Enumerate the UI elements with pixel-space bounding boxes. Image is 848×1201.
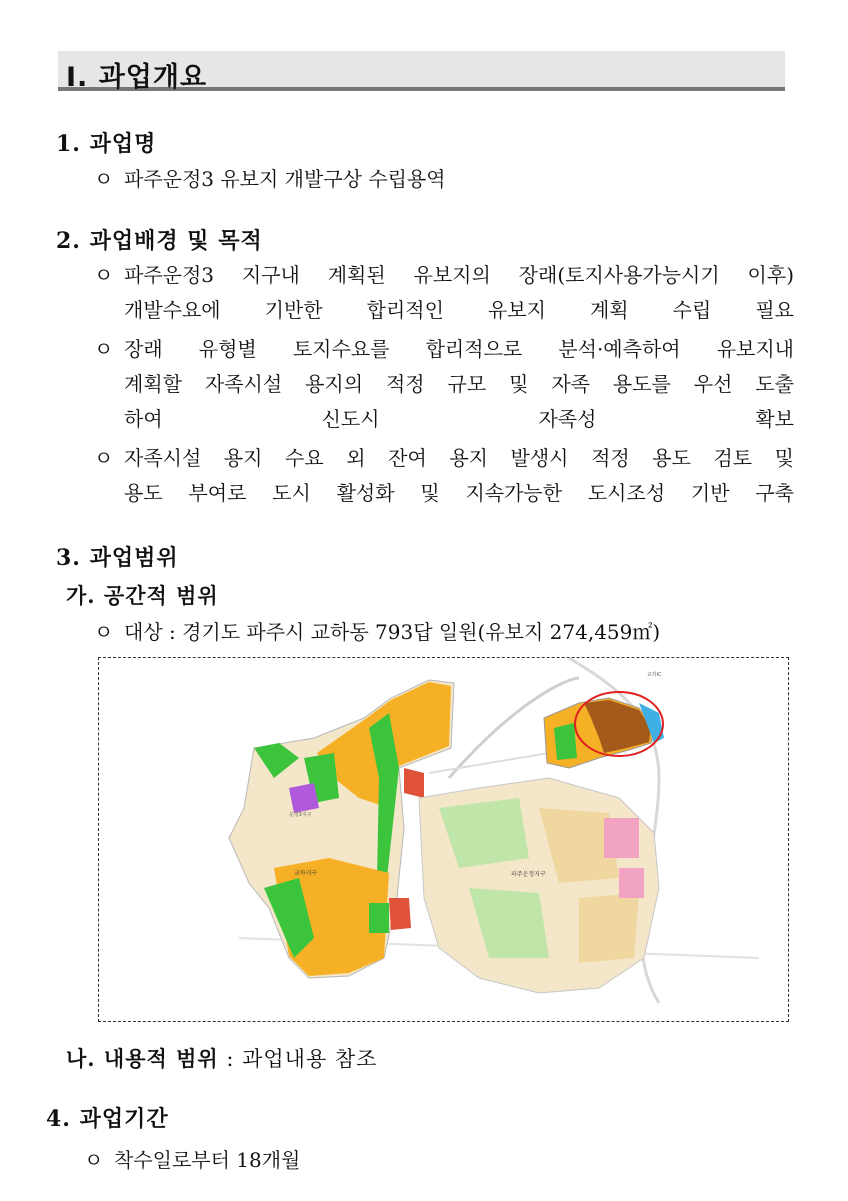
- map-label-place-small: 운정3지구: [289, 812, 312, 818]
- map-label-corner: 교하IC: [647, 672, 662, 678]
- bullet-icon: ㅇ: [94, 263, 114, 287]
- list-item: ㅇ 착수일로부터 18개월: [84, 1143, 784, 1178]
- list-item: ㅇ 대상 : 경기도 파주시 교하동 793답 일원(유보지 274,459㎡): [94, 615, 794, 650]
- site-map: [99, 658, 788, 1021]
- section-2-heading: 2. 과업배경 및 목적: [56, 228, 263, 254]
- chapter-title-bar: [58, 51, 785, 91]
- list-item: ㅇ 자족시설 용지 수요 외 잔여 용지 발생시 적정 용도 검토 및 용도 부여로 도시 활성화 및 지속가능한 도시조성 기반 구축: [94, 441, 794, 511]
- list-item: ㅇ 파주운정3 유보지 개발구상 수립용역: [94, 162, 794, 197]
- chapter-title: Ⅰ. 과업개요: [66, 62, 208, 93]
- bullet-icon: ㅇ: [94, 337, 114, 361]
- section-1-heading: 1. 과업명: [56, 131, 157, 157]
- list-item: ㅇ 파주운정3 지구내 계획된 유보지의 장래(토지사용가능시기 이후) 개발수요에 기반한 합리적인 유보지 계획 수립 필요: [94, 258, 794, 328]
- subsection-a-heading: 가. 공간적 범위: [66, 583, 219, 608]
- map-label-district-left: 교하지구: [294, 870, 318, 877]
- map-label-district-right: 파주운정지구: [511, 871, 546, 878]
- section-3-heading: 3. 과업범위: [56, 545, 179, 571]
- bullet-icon: ㅇ: [94, 446, 114, 470]
- bullet-icon: ㅇ: [94, 167, 114, 191]
- bullet-icon: ㅇ: [94, 620, 114, 644]
- section-4-heading: 4. 과업기간: [46, 1106, 169, 1132]
- bullet-icon: ㅇ: [84, 1148, 104, 1172]
- list-item: ㅇ 장래 유형별 토지수요를 합리적으로 분석·예측하여 유보지내 계획할 자족시설 용지의 적정 규모 및 자족 용도를 우선 도출 하여 신도시 자족성 확보: [94, 332, 794, 437]
- site-map-figure: [98, 657, 789, 1022]
- subsection-b-heading: 나. 내용적 범위 : 과업내용 참조: [66, 1046, 378, 1071]
